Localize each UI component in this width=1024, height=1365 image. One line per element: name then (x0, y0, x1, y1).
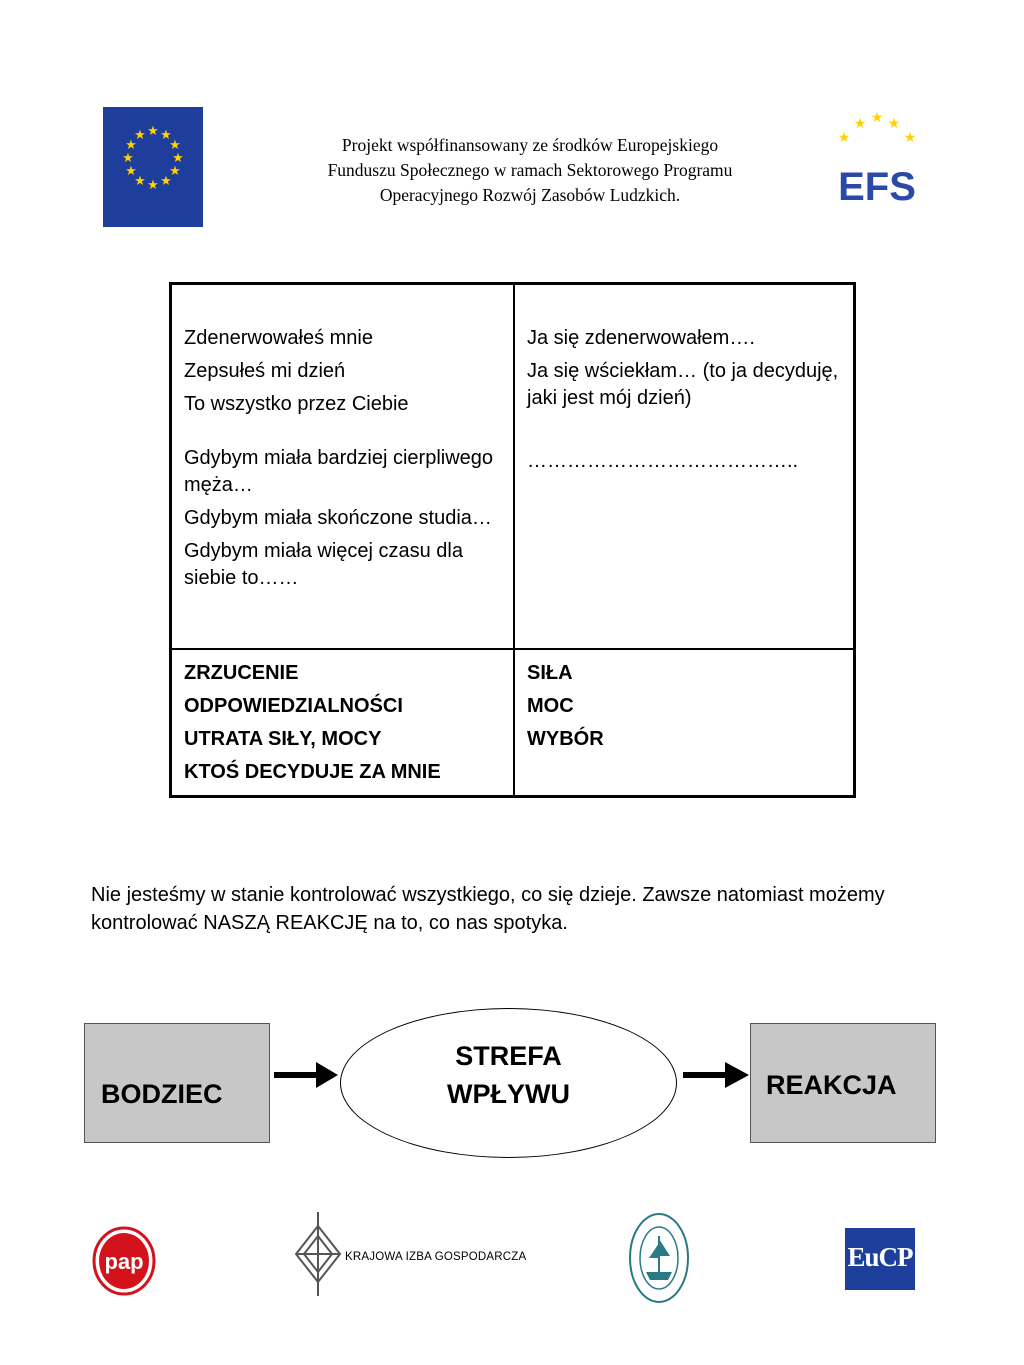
header-line: Funduszu Społecznego w ramach Sektorowego Programu (327, 160, 733, 180)
efs-logo (832, 104, 922, 210)
svg-text:★: ★ (125, 164, 137, 179)
project-funding-note (250, 133, 810, 208)
pap-logo-text: pap (104, 1249, 144, 1274)
svg-text:★: ★ (134, 174, 146, 189)
svg-text:★: ★ (122, 151, 134, 166)
reaction-label: REAKCJA (766, 1070, 897, 1100)
statement-line: Gdybym miała skończone studia… (184, 507, 492, 529)
table-divider-vertical (513, 285, 515, 795)
comparison-table (169, 282, 856, 798)
svg-text:★: ★ (887, 116, 901, 132)
power-line: MOC (527, 695, 574, 717)
statement-line: To wszystko przez Ciebie (184, 393, 409, 415)
svg-text:★: ★ (870, 110, 884, 126)
statement-line: Zepsułeś mi dzień (184, 360, 346, 382)
svg-text:★: ★ (160, 174, 172, 189)
influence-zone-line: WPŁYWU (447, 1079, 570, 1109)
power-line: WYBÓR (527, 728, 604, 750)
header-line: Operacyjnego Rozwój Zasobów Ludzkich. (379, 185, 681, 205)
arrow-right-icon (272, 1061, 342, 1089)
eucp-logo (845, 1228, 915, 1290)
kig-logo-text: KRAJOWA IZBA GOSPODARCZA (345, 1251, 527, 1263)
control-statement: Nie jesteśmy w stanie kontrolować wszystkiego, co się dzieje. Zawsze natomiast możemy kontrolować NASZĄ REAKCJĘ na to, co nas spotyka. (91, 884, 885, 934)
consequence-line: ODPOWIEDZIALNOŚCI (184, 695, 403, 717)
svg-text:★: ★ (160, 128, 172, 143)
stimulus-box (84, 1023, 270, 1143)
influence-zone-label (341, 1037, 676, 1113)
kig-emblem-icon (288, 1210, 348, 1300)
ownership-statements-cell (527, 325, 847, 475)
efs-logo-text: EFS (838, 165, 916, 209)
statement-line: Ja się zdenerwowałem…. (527, 327, 755, 349)
svg-text:★: ★ (172, 151, 184, 166)
power-cell (527, 657, 847, 756)
statement-line: Ja się wściekłam… (to ja decyduję, jaki jest mój dzień) (527, 360, 839, 409)
dotted-line: ………………………………….. (527, 450, 799, 472)
svg-text:★: ★ (169, 138, 181, 153)
consequence-line: KTOŚ DECYDUJE ZA MNIE (184, 761, 441, 783)
consequence-line: ZRZUCENIE (184, 662, 299, 684)
statement-line: Gdybym miała bardziej cierpliwego męża… (184, 447, 494, 496)
header-line: Projekt współfinansowany ze środków Europejskiego (341, 135, 719, 155)
reaction-box (750, 1023, 936, 1143)
kig-logo (288, 1210, 527, 1300)
svg-text:★: ★ (125, 138, 137, 153)
svg-text:★: ★ (134, 128, 146, 143)
influence-zone-line: STREFA (455, 1041, 562, 1071)
statement-line: Gdybym miała więcej czasu dla siebie to…… (184, 540, 463, 589)
pap-logo (92, 1226, 156, 1296)
eucp-logo-text: EuCP (847, 1242, 913, 1272)
svg-text:★: ★ (837, 130, 851, 146)
svg-text:★: ★ (147, 124, 159, 139)
table-divider-horizontal (172, 648, 853, 650)
stimulus-label: BODZIEC (101, 1079, 223, 1109)
arrow-right-icon (681, 1061, 751, 1089)
svg-text:★: ★ (853, 116, 867, 132)
consequence-line: UTRATA SIŁY, MOCY (184, 728, 382, 750)
victim-statements-cell (184, 325, 504, 592)
sgh-seal-logo (628, 1212, 690, 1304)
svg-text:★: ★ (903, 130, 917, 146)
power-line: SIŁA (527, 662, 573, 684)
svg-text:★: ★ (169, 164, 181, 179)
influence-zone-ellipse (340, 1008, 677, 1158)
eu-stars-icon (103, 107, 203, 227)
svg-text:★: ★ (147, 178, 159, 193)
consequence-cell (184, 657, 504, 789)
eu-flag-logo (103, 107, 203, 227)
statement-line: Zdenerwowałeś mnie (184, 327, 373, 349)
